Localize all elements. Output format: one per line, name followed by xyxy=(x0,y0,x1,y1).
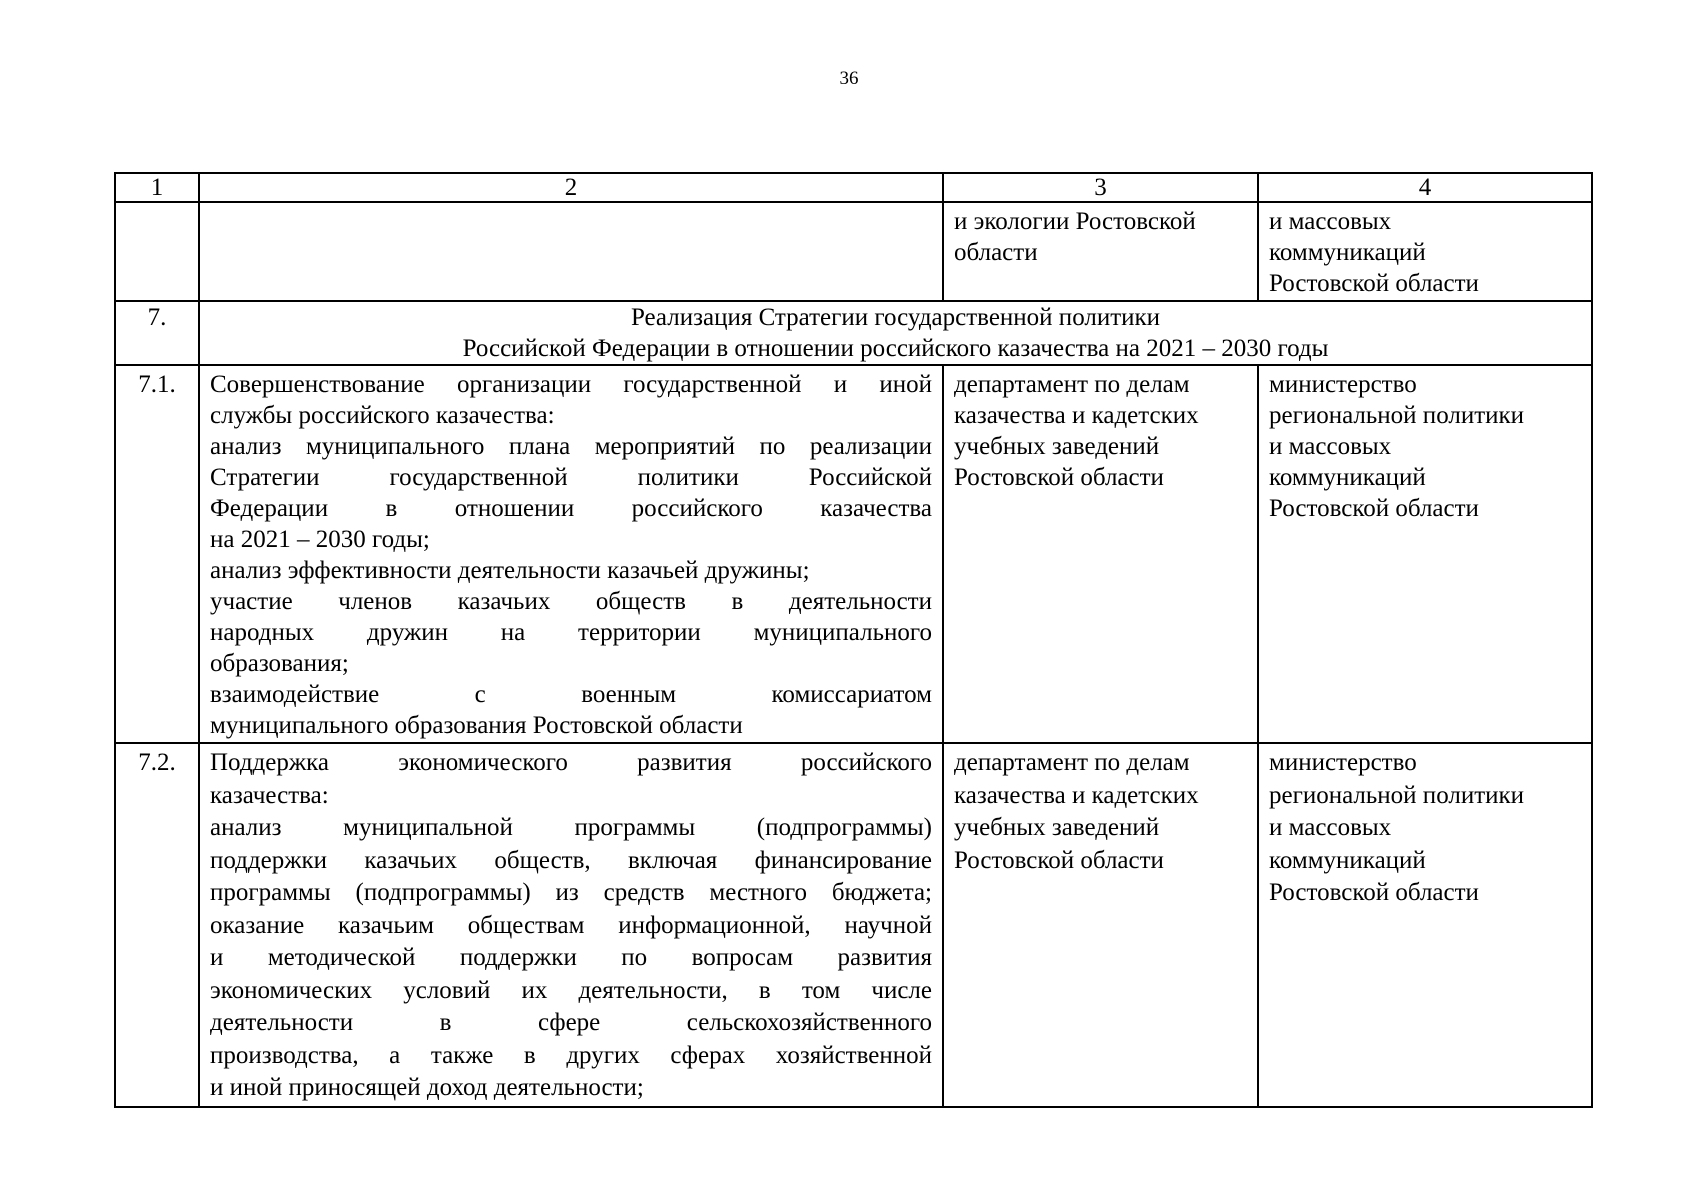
description-line: и иной приносящей доход деятельности; xyxy=(210,1074,644,1101)
description-line: муниципального образования Ростовской области xyxy=(210,712,743,739)
description-line: программы (подпрограммы) из средств местного бюджета; xyxy=(210,879,932,906)
description-line: образования; xyxy=(210,650,349,677)
column-number-2: 2 xyxy=(199,173,943,202)
continuation-responsible-cell xyxy=(943,202,1258,301)
coexecutor-line: региональной политики xyxy=(1269,781,1525,809)
description-line: поддержки казачьих обществ, включая финансирование xyxy=(210,846,932,874)
table-header-row xyxy=(115,173,1592,202)
description-line: анализ муниципальной программы (подпрограммы) xyxy=(210,814,932,841)
responsible-line: казачества и кадетских xyxy=(954,781,1199,809)
row-description xyxy=(199,365,943,743)
description-line: на 2021 – 2030 годы; xyxy=(210,526,430,553)
responsible-line: Ростовской области xyxy=(954,846,1164,874)
section-number: 7. xyxy=(115,301,199,365)
row-responsible xyxy=(943,365,1258,743)
responsible-line: области xyxy=(954,239,1038,266)
section-title xyxy=(199,301,1592,365)
responsible-line: учебных заведений xyxy=(954,433,1160,460)
description-line: производства, а также в других сферах хозяйственной xyxy=(210,1041,932,1069)
row-coexecutor xyxy=(1258,743,1592,1107)
coexecutor-line: региональной политики xyxy=(1269,402,1525,429)
coexecutor-line: и массовых xyxy=(1269,433,1392,460)
coexecutor-line: коммуникаций xyxy=(1269,464,1426,491)
row-responsible xyxy=(943,743,1258,1107)
description-line: экономических условий их деятельности, в том числе xyxy=(210,976,932,1004)
description-line: участие членов казачьих обществ в деятельности xyxy=(210,588,932,615)
responsible-line: учебных заведений xyxy=(954,814,1160,841)
description-line: Поддержка экономического развития российского xyxy=(210,749,932,776)
section-title-line: Российской Федерации в отношении российского казачества на 2021 – 2030 годы xyxy=(462,335,1329,362)
coexecutor-line: министерство xyxy=(1269,371,1417,398)
responsible-line: департамент по делам xyxy=(954,371,1190,398)
row-number: 7.1. xyxy=(115,365,199,743)
responsible-line: Ростовской области xyxy=(954,464,1164,491)
coexecutor-line: и массовых xyxy=(1269,208,1392,235)
page-number: 36 xyxy=(839,68,859,89)
description-line: и методической поддержки по вопросам развития xyxy=(210,944,932,971)
row-description xyxy=(199,743,943,1107)
description-line: взаимодействие с военным комиссариатом xyxy=(210,681,932,708)
column-number-4: 4 xyxy=(1258,173,1592,202)
column-number-3: 3 xyxy=(943,173,1258,202)
coexecutor-line: Ростовской области xyxy=(1269,879,1479,906)
description-line: анализ муниципального плана мероприятий по реализации xyxy=(210,433,932,460)
description-line: службы российского казачества: xyxy=(210,402,555,429)
coexecutor-line: и массовых xyxy=(1269,814,1392,841)
description-line: Федерации в отношении российского казачества xyxy=(210,495,932,522)
row-number: 7.2. xyxy=(115,743,199,1107)
continuation-description-cell xyxy=(199,202,943,301)
section-title-line: Реализация Стратегии государственной политики xyxy=(630,304,1161,331)
coexecutor-line: Ростовской области xyxy=(1269,270,1479,297)
table-row-7-2 xyxy=(115,743,1592,1107)
responsible-line: казачества и кадетских xyxy=(954,402,1199,429)
row-coexecutor xyxy=(1258,365,1592,743)
section-row-7 xyxy=(115,301,1592,365)
description-line: оказание казачьим обществам информационной, научной xyxy=(210,911,932,939)
description-line: Стратегии государственной политики Российской xyxy=(210,464,932,491)
responsible-line: департамент по делам xyxy=(954,749,1190,776)
continuation-coexecutor-cell xyxy=(1258,202,1592,301)
coexecutor-line: коммуникаций xyxy=(1269,846,1426,874)
description-line: народных дружин на территории муниципального xyxy=(210,619,932,646)
continuation-number-cell xyxy=(115,202,199,301)
coexecutor-line: Ростовской области xyxy=(1269,495,1479,522)
description-line: Совершенствование организации государственной и иной xyxy=(210,371,932,398)
description-line: анализ эффективности деятельности казачьей дружины; xyxy=(210,557,810,584)
description-line: деятельности в сфере сельскохозяйственного xyxy=(210,1009,932,1036)
table-row-7-1 xyxy=(115,365,1592,743)
description-line: казачества: xyxy=(210,781,329,809)
responsible-line: и экологии Ростовской xyxy=(954,208,1196,235)
coexecutor-line: коммуникаций xyxy=(1269,239,1426,266)
plan-table xyxy=(114,172,1593,1108)
coexecutor-line: министерство xyxy=(1269,749,1417,776)
table-row-continuation xyxy=(115,202,1592,301)
column-number-1: 1 xyxy=(115,173,199,202)
